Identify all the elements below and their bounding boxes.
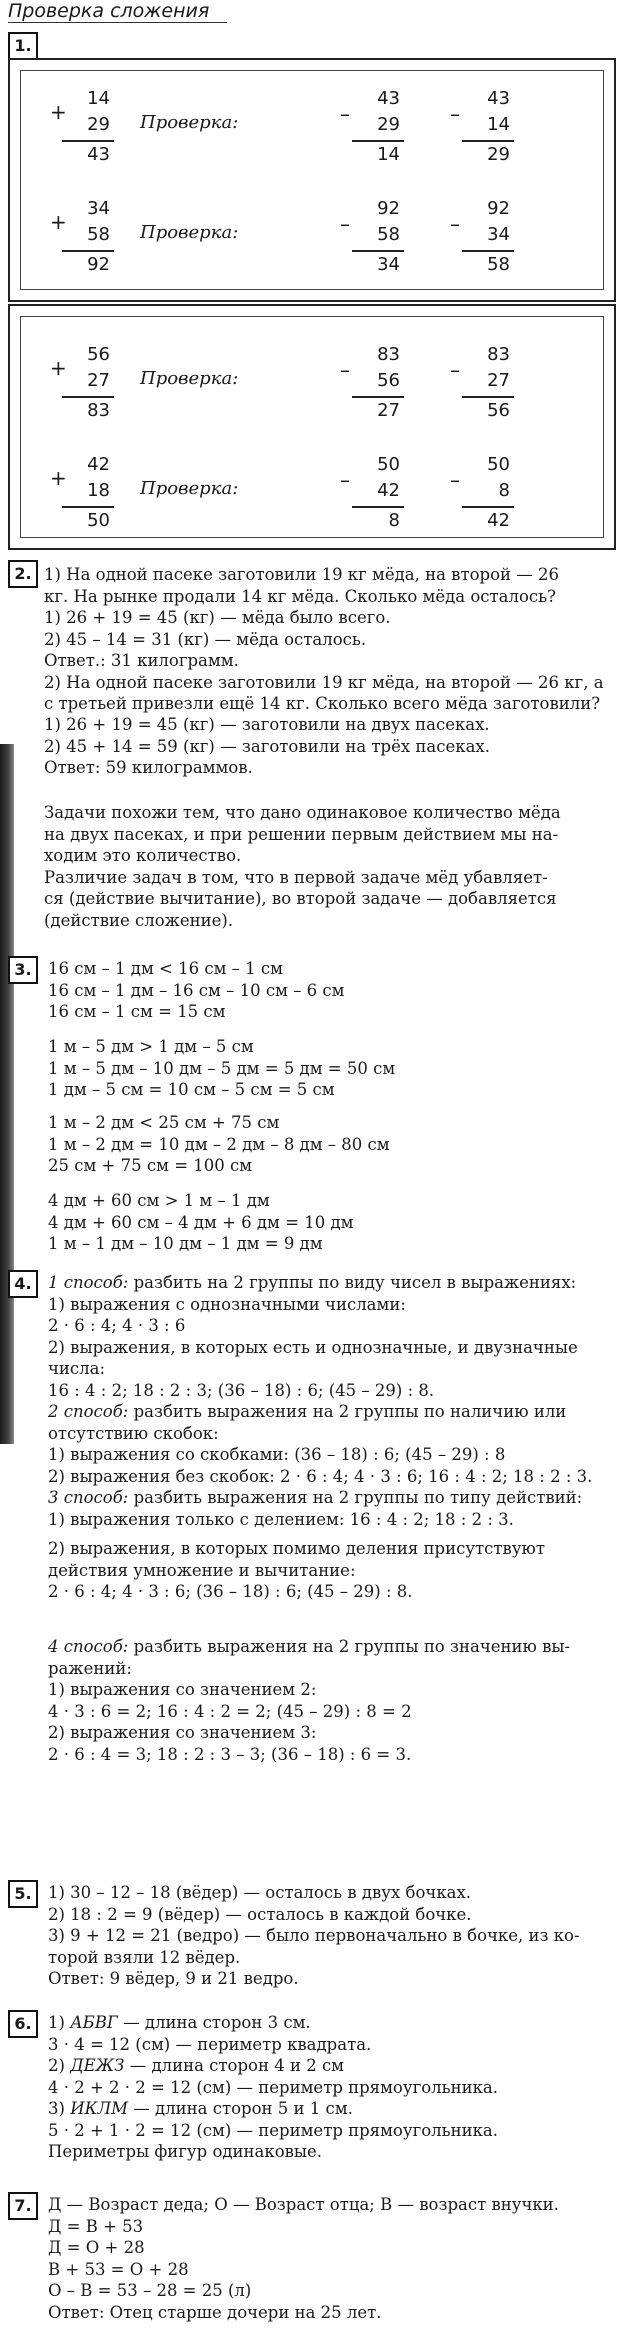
- task-number-2: 2.: [8, 560, 38, 588]
- task-3-group-3: [48, 1112, 390, 1177]
- text-line: Ответ: 59 килограммов.: [44, 758, 253, 777]
- text-line: 1 м – 5 дм – 10 дм – 5 дм = 5 дм = 50 см: [48, 1058, 396, 1078]
- text-line: 1 м – 2 дм = 10 дм – 2 дм – 8 дм – 80 см: [48, 1134, 390, 1154]
- text-line: 16 см – 1 см = 15 см: [48, 1002, 226, 1021]
- task-6-text: [48, 2012, 498, 2163]
- text-line: 1) выражения только с делением: 16 : 4 : 2; 18 : 2 : 3.: [48, 1509, 514, 1529]
- task-2-solution-2: [44, 714, 490, 779]
- text-line: 1 м – 5 дм > 1 дм – 5 см: [48, 1037, 254, 1056]
- text-line: 1) 26 + 19 = 45 (кг) — заготовили на двух пасеках.: [44, 715, 490, 734]
- text-line: отсутствию скобок:: [48, 1423, 219, 1443]
- task-number-6: 6.: [8, 2010, 38, 2038]
- task-number-4: 4.: [8, 1270, 38, 1298]
- text-line: (действие сложение).: [44, 910, 234, 930]
- text-line: 25 см + 75 см = 100 см: [48, 1156, 253, 1175]
- text-line: 2) ДЕЖЗ — длина сторон 4 и 2 см: [48, 2056, 345, 2075]
- task-4-methods-1-3: [48, 1272, 592, 1603]
- text-line: 1) выражения со скобками: (36 – 18) : 6; (45 – 29) : 8: [48, 1445, 506, 1464]
- text-line: Д = О + 28: [48, 2238, 145, 2257]
- text-line: 1 м – 2 дм < 25 см + 75 см: [48, 1113, 280, 1132]
- text-line: действия умножение и вычитание:: [48, 1560, 356, 1580]
- text-line: торой взяли 12 вёдер.: [48, 1947, 241, 1967]
- task-number-7: 7.: [8, 2192, 38, 2220]
- text-line: Д — Возраст деда; О — Возраст отца; В — возраст внучки.: [48, 2195, 559, 2214]
- text-line: Периметры фигур одинаковые.: [48, 2142, 323, 2161]
- text-line: 1) выражения с однозначными числами:: [48, 1294, 406, 1314]
- text-line: 2) выражения со значением 3:: [48, 1723, 317, 1742]
- text-line: 3 способ: разбить выражения на 2 группы по типу действий:: [48, 1488, 583, 1507]
- check-label: Проверка:: [140, 222, 239, 243]
- text-line: 16 см – 1 дм < 16 см – 1 см: [48, 959, 283, 978]
- text-line: 1 дм – 5 см = 10 см – 5 см = 5 см: [48, 1080, 335, 1099]
- task-number-5: 5.: [8, 1880, 38, 1908]
- text-line: Ответ.: 31 килограмм.: [44, 651, 239, 670]
- text-line: 2) На одной пасеке заготовили 19 кг мёда, на второй — 26 кг, а: [44, 672, 604, 692]
- text-line: Ответ: Отец старше дочери на 25 лет.: [48, 2302, 382, 2322]
- text-line: 1 м – 1 дм – 10 дм – 1 дм = 9 дм: [48, 1234, 323, 1253]
- text-line: 2 способ: разбить выражения на 2 группы по наличию или: [48, 1402, 567, 1421]
- text-line: 2) 18 : 2 = 9 (вёдер) — осталось в каждой бочке.: [48, 1904, 472, 1924]
- text-line: ходим это количество.: [44, 846, 242, 865]
- text-line: 4 · 3 : 6 = 2; 16 : 4 : 2 = 2; (45 – 29) : 8 = 2: [48, 1701, 412, 1721]
- task-number-3: 3.: [8, 956, 38, 984]
- text-line: 3) ИКЛМ — длина сторон 5 и 1 см.: [48, 2099, 353, 2118]
- text-line: 16 см – 1 дм – 16 см – 10 см – 6 см: [48, 980, 345, 1000]
- text-line: 4 · 2 + 2 · 2 = 12 (см) — периметр прямоугольника.: [48, 2077, 499, 2097]
- task-3-group-2: [48, 1036, 395, 1101]
- task-3-group-4: [48, 1190, 353, 1255]
- task-3-group-1: [48, 958, 344, 1023]
- text-line: 2 · 6 : 4 = 3; 18 : 2 : 3 – 3; (36 – 18) : 6 = 3.: [48, 1744, 412, 1764]
- text-line: 2) 45 + 14 = 59 (кг) — заготовили на трёх пасеках.: [44, 736, 490, 756]
- text-line: 1 способ: разбить на 2 группы по виду чисел в выражениях:: [48, 1273, 577, 1292]
- task-2-comparison: [44, 802, 616, 931]
- addition-check-box-1: + 14 29 43 Проверка: – 43 29 14 – 43 14 29 + 34 58 92 Проверка: – 92 58 34 – 92 34 58: [8, 58, 616, 302]
- text-line: Д = В + 53: [48, 2216, 144, 2236]
- text-line: 1) выражения со значением 2:: [48, 1680, 317, 1699]
- page-title: Проверка сложения: [8, 0, 227, 23]
- text-line: 4 дм + 60 см > 1 м – 1 дм: [48, 1191, 270, 1210]
- text-line: 5 · 2 + 1 · 2 = 12 (см) — периметр прямоугольника.: [48, 2120, 499, 2140]
- text-line: ся (действие вычитание), во второй задаче — добавляется: [44, 889, 557, 908]
- text-line: числа:: [48, 1359, 106, 1378]
- text-line: 2 · 6 : 4; 4 · 3 : 6; (36 – 18) : 6; (45 – 29) : 8.: [48, 1582, 413, 1601]
- text-line: 4 дм + 60 см – 4 дм + 6 дм = 10 дм: [48, 1212, 354, 1232]
- text-line: 2 · 6 : 4; 4 · 3 : 6: [48, 1316, 186, 1335]
- text-line: 3 · 4 = 12 (см) — периметр квадрата.: [48, 2034, 372, 2054]
- text-line: 2) выражения без скобок: 2 · 6 : 4; 4 · 3 : 6; 16 : 4 : 2; 18 : 2 : 3.: [48, 1466, 593, 1486]
- task-2-text: [44, 564, 604, 715]
- text-line: 3) 9 + 12 = 21 (ведро) — было первоначально в бочке, из ко-: [48, 1926, 580, 1945]
- scan-shadow: [0, 744, 14, 1444]
- text-line: 4 способ: разбить выражения на 2 группы по значению вы-: [48, 1637, 571, 1656]
- text-line: В + 53 = О + 28: [48, 2259, 189, 2279]
- text-line: 16 : 4 : 2; 18 : 2 : 3; (36 – 18) : 6; (45 – 29) : 8.: [48, 1380, 435, 1400]
- text-line: 1) На одной пасеке заготовили 19 кг мёда, на второй — 26: [44, 565, 560, 584]
- text-line: 2) 45 – 14 = 31 (кг) — мёда осталось.: [44, 629, 367, 649]
- text-line: ражений:: [48, 1658, 132, 1678]
- task-4-method-4: [48, 1636, 570, 1765]
- text-line: 1) 30 – 12 – 18 (вёдер) — осталось в двух бочках.: [48, 1883, 472, 1902]
- text-line: 1) АБВГ — длина сторон 3 см.: [48, 2013, 311, 2032]
- text-line: Задачи похожи тем, что дано одинаковое количество мёда: [44, 803, 561, 822]
- check-label: Проверка:: [140, 368, 239, 389]
- text-line: О – В = 53 – 28 = 25 (л): [48, 2281, 252, 2300]
- text-line: 1) 26 + 19 = 45 (кг) — мёда было всего.: [44, 608, 391, 627]
- text-line: с третьей привезли ещё 14 кг. Сколько всего мёда заготовили?: [44, 694, 601, 713]
- task-number-1: 1.: [8, 32, 38, 60]
- text-line: Различие задач в том, что в первой задаче мёд убавляет-: [44, 867, 548, 887]
- text-line: кг. На рынке продали 14 кг мёда. Сколько мёда осталось?: [44, 586, 556, 606]
- check-label: Проверка:: [140, 478, 239, 499]
- task-5-text: [48, 1882, 580, 1990]
- task-7-text: [48, 2194, 559, 2323]
- check-label: Проверка:: [140, 112, 239, 133]
- addition-check-box-2: + 56 27 83 Проверка: – 83 56 27 – 83 27 56 + 42 18 50 Проверка: – 50 42 8 – 50 8 42: [8, 304, 616, 550]
- text-line: Ответ: 9 вёдер, 9 и 21 ведро.: [48, 1969, 299, 1988]
- text-line: на двух пасеках, и при решении первым действием мы на-: [44, 824, 559, 844]
- text-line: 2) выражения, в которых есть и однозначные, и двузначные: [48, 1337, 578, 1357]
- text-line: 2) выражения, в которых помимо деления присутствуют: [48, 1539, 546, 1558]
